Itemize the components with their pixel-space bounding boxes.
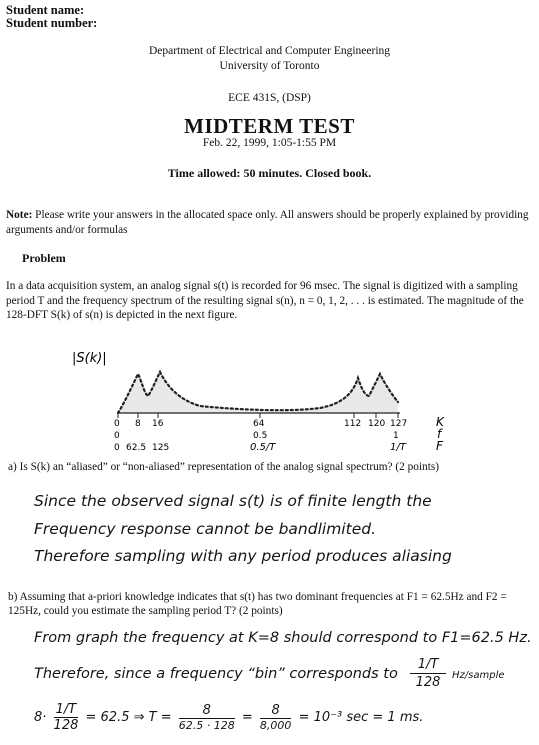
eq-frac-3-num: 8 [271, 703, 280, 718]
k-tick-label: 64 [253, 419, 265, 429]
k-tick-label: 127 [390, 419, 408, 429]
axis-name-F: F [436, 439, 443, 453]
spectrum-figure [60, 338, 480, 458]
bin-fraction-numerator: 1/T [417, 657, 439, 672]
y-axis-label: |S(k)| [72, 351, 107, 366]
F-tick-label: 0 [114, 443, 120, 453]
F-tick-label: 62.5 [126, 443, 147, 453]
spectrum-area [118, 372, 398, 413]
k-tick-label: 0 [114, 419, 120, 429]
note-text: Please write your answers in the allocated space only. All answers should be properly explained by providing arguments and/or formulas [6, 209, 529, 236]
eq-equals: = [241, 710, 253, 725]
F-tick-label: 0.5/T [250, 442, 276, 453]
fraction-bar [410, 673, 446, 674]
answer-a-line-3: Therefore sampling with any period produces aliasing [34, 547, 452, 565]
eq-frac-2 [179, 703, 235, 732]
k-tick-label: 8 [135, 419, 141, 429]
F-tick-label: 1/T [390, 442, 406, 453]
eq-result: = 10⁻³ sec = 1 ms. [298, 710, 424, 725]
student-name-label: Student name: [6, 3, 85, 17]
f-tick-label: 0.5 [253, 431, 268, 441]
note-label: Note: [6, 209, 33, 221]
question-a: a) Is S(k) an “aliased” or “non-aliased” representation of the analog signal spectrum? (2 points) [8, 461, 440, 473]
problem-text: In a data acquisition system, an analog signal s(t) is recorded for 96 msec. The signal is digitized with a sampling period T and the frequency spectrum of the resulting signal s(n), n = 0, 1, 2, . . . is estimated. The magnitude of the 128-DFT S(k) of s(n) is depicted in the next figure. [6, 280, 524, 321]
eq-frac-3-den: 8,000 [259, 719, 292, 732]
time-allowed: Time allowed: 50 minutes. Closed book. [167, 166, 372, 180]
axis-name-f: f [437, 427, 442, 441]
university-name: University of Toronto [219, 60, 320, 72]
bin-unit: Hz/sample [452, 670, 505, 681]
eq-frac-1-den: 128 [53, 718, 79, 733]
eq-prefix: 8· [34, 710, 47, 725]
equation-line [34, 702, 423, 733]
answer-b-line-1: From graph the frequency at K=8 should correspond to F1=62.5 Hz. [34, 630, 532, 646]
k-tick-label: 16 [152, 419, 164, 429]
answer-a-line-1: Since the observed signal s(t) is of finite length the [34, 492, 432, 510]
axis-name-k: K [436, 415, 444, 429]
department-name: Department of Electrical and Computer Engineering [148, 45, 391, 57]
page-title: MIDTERM TEST [184, 114, 355, 138]
f-tick-label: 1 [393, 431, 399, 441]
k-tick-label: 120 [368, 419, 386, 429]
eq-frac-3 [260, 703, 292, 732]
f-tick-label: 0 [114, 431, 120, 441]
eq-frac-2-num: 8 [202, 703, 211, 718]
note-paragraph [6, 208, 531, 238]
k-tick-label: 112 [344, 419, 362, 429]
bin-fraction [410, 657, 446, 690]
eq-mid: = 62.5 ⇒ T = [85, 710, 172, 725]
eq-frac-2-den: 62.5 · 128 [178, 719, 235, 732]
course-code: ECE 431S, (DSP) [228, 92, 311, 104]
eq-frac-1-num: 1/T [55, 702, 77, 717]
department-block [0, 44, 539, 74]
bin-fraction-denominator: 128 [415, 675, 441, 690]
student-number-label: Student number: [6, 16, 98, 30]
eq-frac-1 [54, 702, 79, 733]
F-tick-label: 125 [152, 443, 170, 453]
answer-b-line-2: Therefore, since a frequency “bin” corresponds to [34, 666, 398, 682]
test-date: Feb. 22, 1999, 1:05-1:55 PM [202, 137, 337, 149]
answer-a-line-2: Frequency response cannot be bandlimited. [34, 520, 376, 538]
problem-heading: Problem [22, 251, 66, 265]
question-b: b) Assuming that a-priori knowledge indicates that s(t) has two dominant frequencies at F1 = 62.5Hz and F2 = 125Hz, could you estimate the sampling period T? (2 points) [8, 591, 507, 617]
